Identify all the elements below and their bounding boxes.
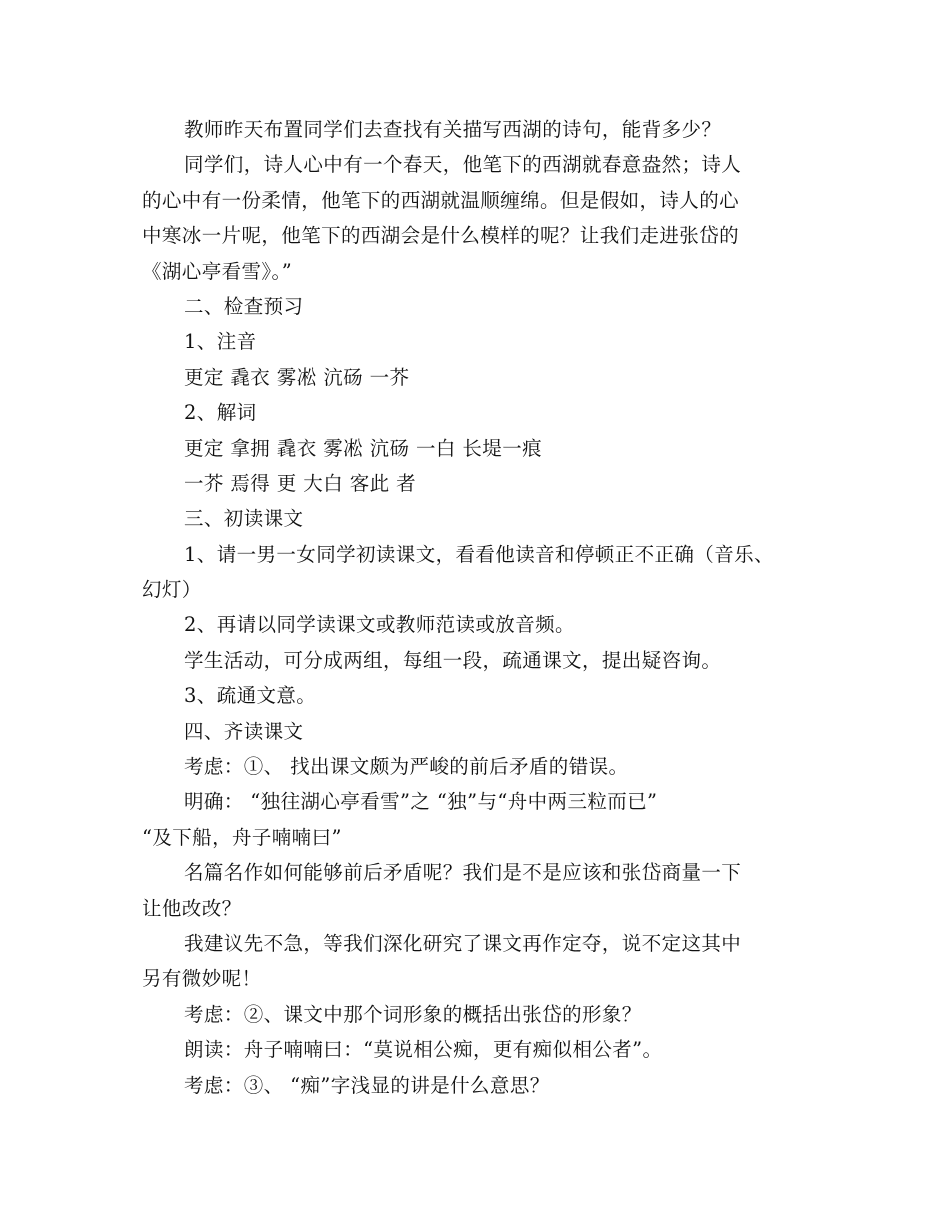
text-line: 中寒冰一片呢，他笔下的西湖会是什么模样的呢？让我们走进张岱的 — [142, 224, 740, 248]
text-line: 更定 拿拥 毳衣 雾凇 沆砀 一白 长堤一痕 — [184, 436, 542, 460]
text-line: 朗读：舟子喃喃曰：“莫说相公痴，更有痴似相公者”。 — [184, 1038, 663, 1062]
subsection-heading: 2、解词 — [184, 401, 257, 425]
text-line: 另有微妙呢！ — [142, 967, 262, 991]
text-line: 幻灯） — [142, 578, 202, 602]
text-line: 教师昨天布置同学们去查找有关描写西湖的诗句，能背多少？ — [184, 118, 722, 141]
text-line: 让他改改？ — [142, 896, 242, 920]
text-line: 的心中有一份柔情，他笔下的西湖就温顺缠绵。但是假如，诗人的心 — [142, 188, 740, 212]
text-line: 明确： “独往湖心亭看雪”之 “独”与“舟中两三粒而已” — [184, 790, 658, 814]
section-heading: 三、初读课文 — [184, 507, 304, 531]
text-line: 我建议先不急，等我们深化研究了课文再作定夺，说不定这其中 — [184, 931, 742, 955]
text-line: 一芥 焉得 更 大白 客此 者 — [184, 471, 416, 495]
section-heading: 二、检查预习 — [184, 294, 304, 318]
text-line: 更定 毳衣 雾凇 沆砀 一芥 — [184, 365, 410, 389]
text-line: 名篇名作如何能够前后矛盾呢？我们是不是应该和张岱商量一下 — [184, 861, 742, 885]
section-heading: 四、齐读课文 — [184, 719, 304, 743]
text-line: 学生活动，可分成两组，每组一段，疏通课文，提出疑咨询。 — [184, 648, 722, 672]
text-line: 考虑：②、课文中那个词形象的概括出张岱的形象？ — [184, 1002, 642, 1026]
text-line: 考虑：①、 找出课文颇为严峻的前后矛盾的错误。 — [184, 755, 629, 779]
subsection-heading: 1、注音 — [184, 330, 257, 354]
text-line: “及下船，舟子喃喃曰” — [142, 825, 342, 849]
document-body — [142, 112, 822, 1103]
text-line: 3、疏通文意。 — [184, 684, 317, 708]
text-line: 《湖心亭看雪》。” — [142, 259, 293, 283]
text-line: 1、请一男一女同学初读课文，看看他读音和停顿正不正确（音乐、 — [184, 542, 774, 566]
text-line: 2、再请以同学读课文或教师范读或放音频。 — [184, 613, 575, 637]
text-line: 考虑：③、 “痴”字浅显的讲是什么意思？ — [184, 1073, 550, 1097]
text-line: 同学们，诗人心中有一个春天，他笔下的西湖就春意盎然；诗人 — [184, 153, 742, 177]
